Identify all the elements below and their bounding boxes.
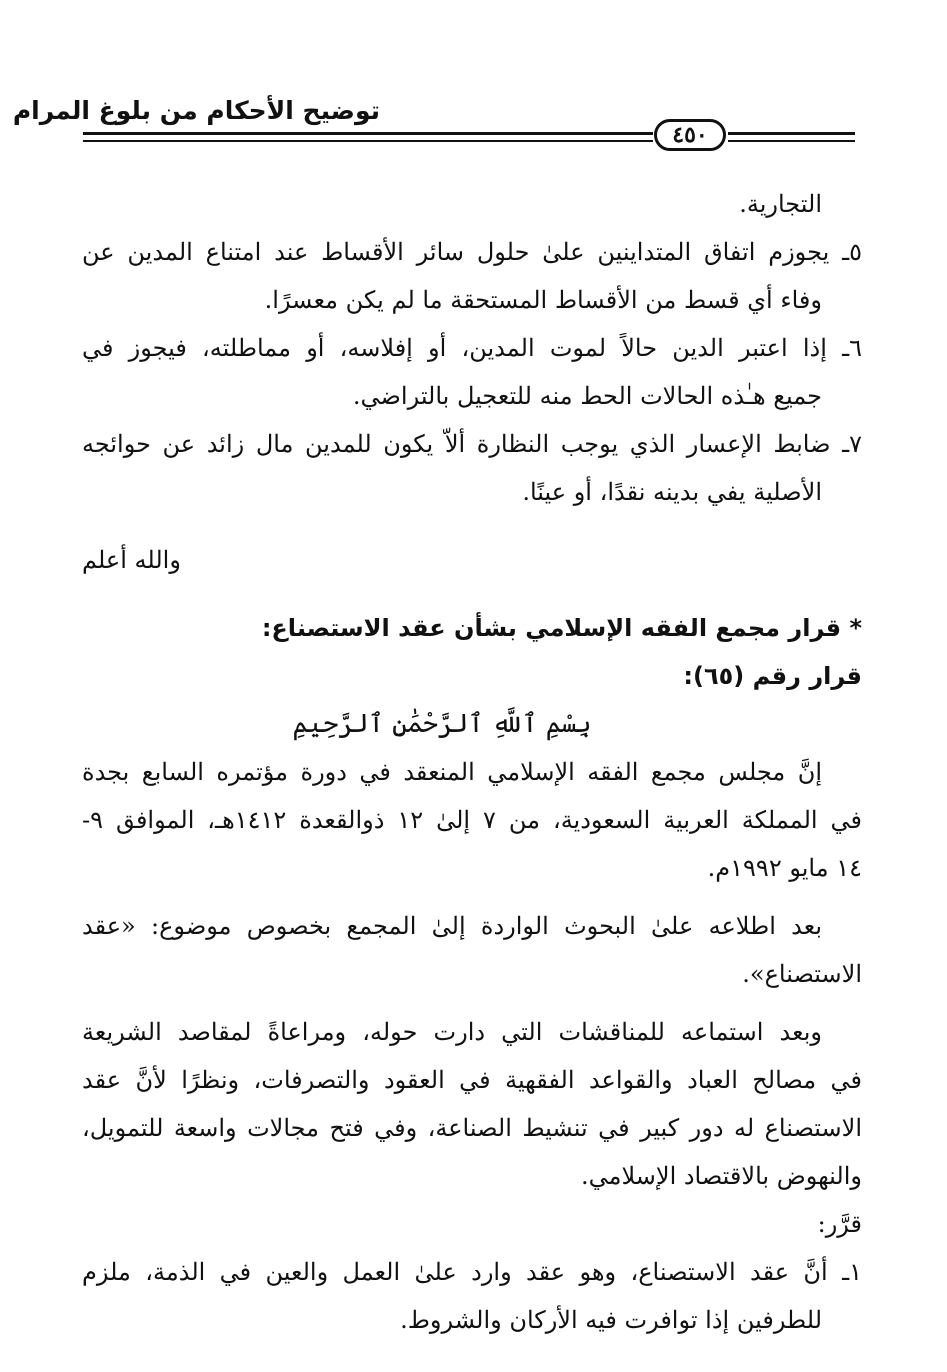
decision-item-1-line1: ١ـ أنَّ عقد الاستصناع، وهو عقد وارد علىٰ العمل والعين في الذمة، ملزم bbox=[82, 1258, 862, 1286]
list-item-6-line2: جميع هـٰذه الحالات الحط منه للتعجيل بالتراضي. bbox=[352, 382, 822, 410]
section-heading: * قرار مجمع الفقه الإسلامي بشأن عقد الاستصناع: bbox=[261, 614, 862, 642]
list-item-5-line1: ٥ـ يجوزم اتفاق المتداينين علىٰ حلول سائر الأقساط عند امتناع المدين عن bbox=[82, 238, 862, 266]
paragraph-line: والنهوض بالاقتصاد الإسلامي. bbox=[580, 1162, 862, 1190]
text-line: التجارية. bbox=[739, 190, 822, 218]
spacer bbox=[82, 998, 862, 1008]
closing-phrase: والله أعلم bbox=[82, 546, 181, 574]
paragraph-line: إنَّ مجلس مجمع الفقه الإسلامي المنعقد في دورة مؤتمره السابع بجدة bbox=[82, 758, 822, 786]
header-rule-left-bottom bbox=[83, 140, 653, 142]
paragraph-line: ١٤ مايو ١٩٩٢م. bbox=[707, 854, 862, 882]
list-item-7-line1: ٧ـ ضابط الإعسار الذي يوجب النظارة ألاّ يكون للمدين مال زائد عن حوائجه bbox=[82, 430, 862, 458]
page-body bbox=[82, 180, 862, 1344]
decision-label: قرَّر: bbox=[817, 1210, 862, 1238]
basmala: بِسْمِ ٱللَّهِ ٱلرَّحْمَٰنِ ٱلرَّحِيمِ bbox=[292, 709, 592, 739]
running-header-title: توضيح الأحكام من بلوغ المرام bbox=[12, 96, 380, 125]
list-item-6-line1: ٦ـ إذا اعتبر الدين حالاً لموت المدين، أو إفلاسه، أو مماطلته، فيجوز في bbox=[82, 334, 862, 362]
list-item-7-line2: الأصلية يفي بدينه نقدًا، أو عينًا. bbox=[522, 478, 822, 506]
header-rule-right-top bbox=[728, 132, 855, 135]
paragraph-line: بعد اطلاعه علىٰ البحوث الواردة إلىٰ المجمع بخصوص موضوع: «عقد bbox=[82, 912, 822, 940]
list-item-5-line2: وفاء أي قسط من الأقساط المستحقة ما لم يكن معسرًا. bbox=[264, 286, 822, 314]
spacer bbox=[82, 516, 862, 536]
decision-item-1-line2: للطرفين إذا توافرت فيه الأركان والشروط. bbox=[400, 1306, 822, 1334]
spacer bbox=[82, 584, 862, 604]
spacer bbox=[82, 892, 862, 902]
paragraph-line: وبعد استماعه للمناقشات التي دارت حوله، ومراعاةً لمقاصد الشريعة bbox=[82, 1018, 822, 1046]
resolution-number: قرار رقم (٦٥): bbox=[683, 662, 862, 690]
paragraph-line: الاستصناع له دور كبير في تنشيط الصناعة، وفي فتح مجالات واسعة للتمويل، bbox=[82, 1114, 862, 1142]
paragraph-line: في مصالح العباد والقواعد الفقهية في العقود والتصرفات، ونظرًا لأنَّ عقد bbox=[82, 1066, 862, 1094]
header-rule-right-bottom bbox=[728, 140, 855, 142]
page-number: ٤٥٠ bbox=[654, 119, 726, 151]
header-rule-left-top bbox=[83, 132, 653, 135]
paragraph-line: الاستصناع». bbox=[742, 960, 862, 988]
paragraph-line: في المملكة العربية السعودية، من ٧ إلىٰ ١٢ ذوالقعدة ١٤١٢هـ، الموافق ٩- bbox=[82, 806, 863, 834]
